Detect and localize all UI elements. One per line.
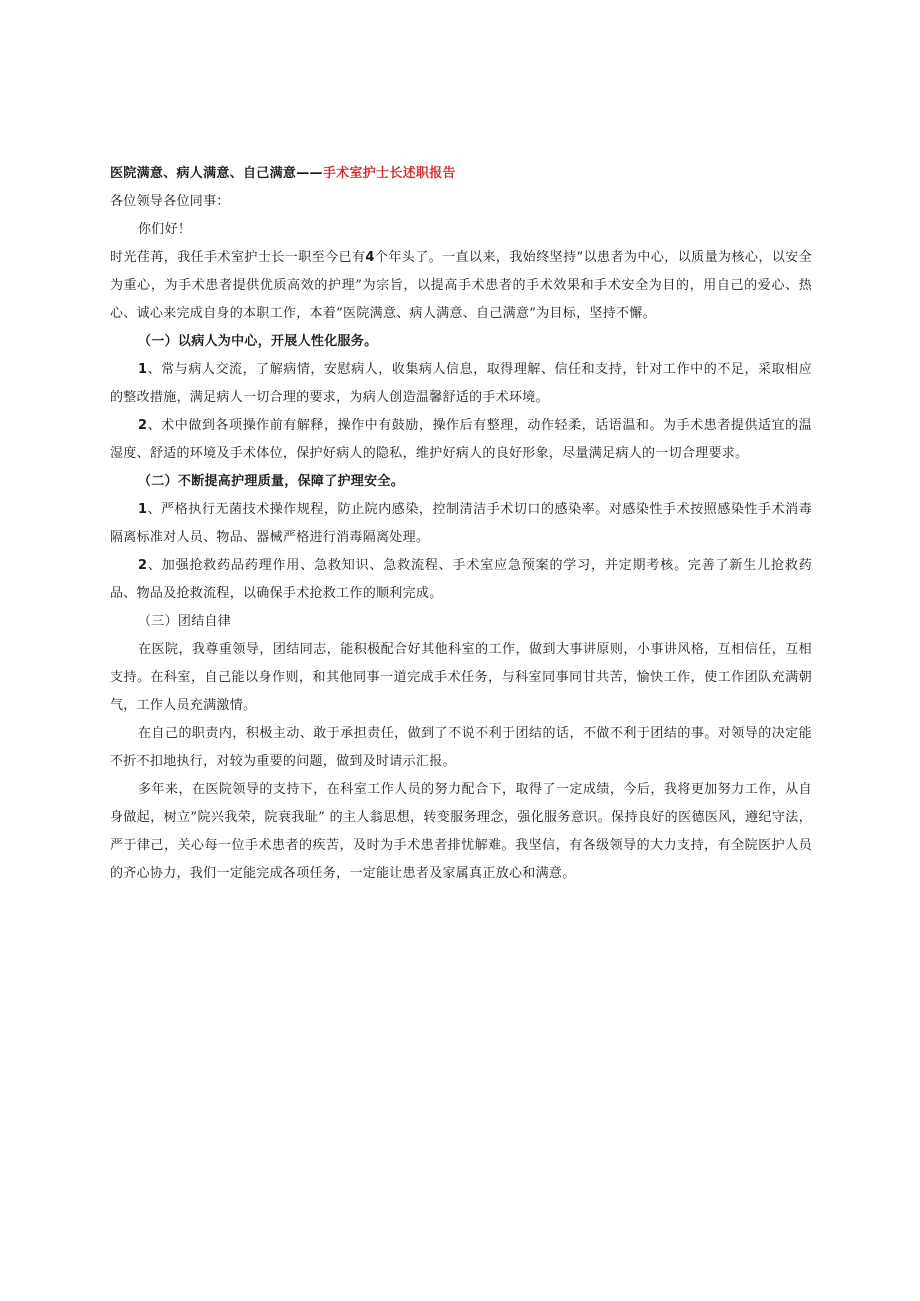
item-text: 、严格执行无菌技术操作规程，防止院内感染，控制清洁手术切口的感染率。对感染性手术按照感染性手术消毒隔离标准对人员、物品、器械严格进行消毒隔离处理。 [110,502,812,545]
salutation: 各位领导各位同事： [110,194,230,209]
section3-paragraph-2: 在自己的职责内，积极主动、敢于承担责任，做到了不说不利于团结的话，不做不利于团结的事。对领导的决定能不折不扣地执行，对较为重要的问题，做到及时请示汇报。 [110,726,812,769]
section1-item-2 [110,412,812,468]
section2-item-1 [110,496,812,552]
section2-item-2 [110,552,812,608]
item-number: 2 [138,558,148,573]
report-body [110,160,812,888]
intro-number: 4 [365,250,375,265]
section3-paragraph-3: 多年来，在医院领导的支持下，在科室工作人员的努力配合下，取得了一定成绩，今后，我将更加努力工作，从自身做起，树立”院兴我荣，院衰我耻” 的主人翁思想，转变服务理念，强化服务意识。保持良好的医德医风，遵纪守法，严于律己，关心每一位手术患者的疾苦，及时为手术患者排忧解难。我坚信，有各级领导的大力支持，有全院医护人员的齐心协力，我们一定能完成各项任务，一定能让患者及家属真正放心和满意。 [110,782,812,881]
intro-text-b: 个年头了。一直以来，我始终坚持”以患者为中心，以质量为核心，以安全为重心，为手术患者提供优质高效的护理”为宗旨，以提高手术患者的手术效果和手术安全为目的，用自己的爱心、热心、诚心来完成自身的本职工作，本着”医院满意、病人满意、自己满意”为目标，坚持不懈。 [110,250,813,321]
item-number: 2 [138,418,148,433]
item-number: 1 [138,502,148,517]
document-title [110,160,812,188]
intro-paragraph [110,244,812,328]
greeting: 你们好！ [138,222,192,237]
title-prefix: 医院满意、病人满意、自己满意—— [110,166,323,181]
item-text: 、术中做到各项操作前有解释，操作中有鼓励，操作后有整理，动作轻柔，话语温和。为手术患者提供适宜的温湿度、舒适的环境及手术体位，保护好病人的隐私，维护好病人的良好形象，尽量满足病人的一切合理要求。 [110,418,812,461]
section3-paragraph-1: 在医院，我尊重领导，团结同志，能积极配合好其他科室的工作，做到大事讲原则，小事讲风格，互相信任，互相支持。在科室，自己能以身作则，和其他同事一道完成手术任务，与科室同事同甘共苦，愉快工作，使工作团队充满朝气，工作人员充满激情。 [110,642,812,713]
section1-item-1 [110,356,812,412]
item-number: 1 [138,362,148,377]
section-heading-2: （二）不断提高护理质量，保障了护理安全。 [138,474,405,489]
item-text: 、加强抢救药品药理作用、急救知识、急救流程、手术室应急预案的学习，并定期考核。完善了新生儿抢救药品、物品及抢救流程，以确保手术抢救工作的顺利完成。 [110,558,812,601]
intro-text-a: 时光荏苒，我任手术室护士长一职至今已有 [110,250,366,265]
section-heading-3: （三）团结自律 [138,614,232,629]
section-heading-1: （一）以病人为中心，开展人性化服务。 [138,334,378,349]
title-main: 手术室护士长述职报告 [322,166,456,181]
item-text: 、常与病人交流，了解病情，安慰病人，收集病人信息，取得理解、信任和支持，针对工作中的不足，采取相应的整改措施，满足病人一切合理的要求，为病人创造温馨舒适的手术环境。 [110,362,812,405]
